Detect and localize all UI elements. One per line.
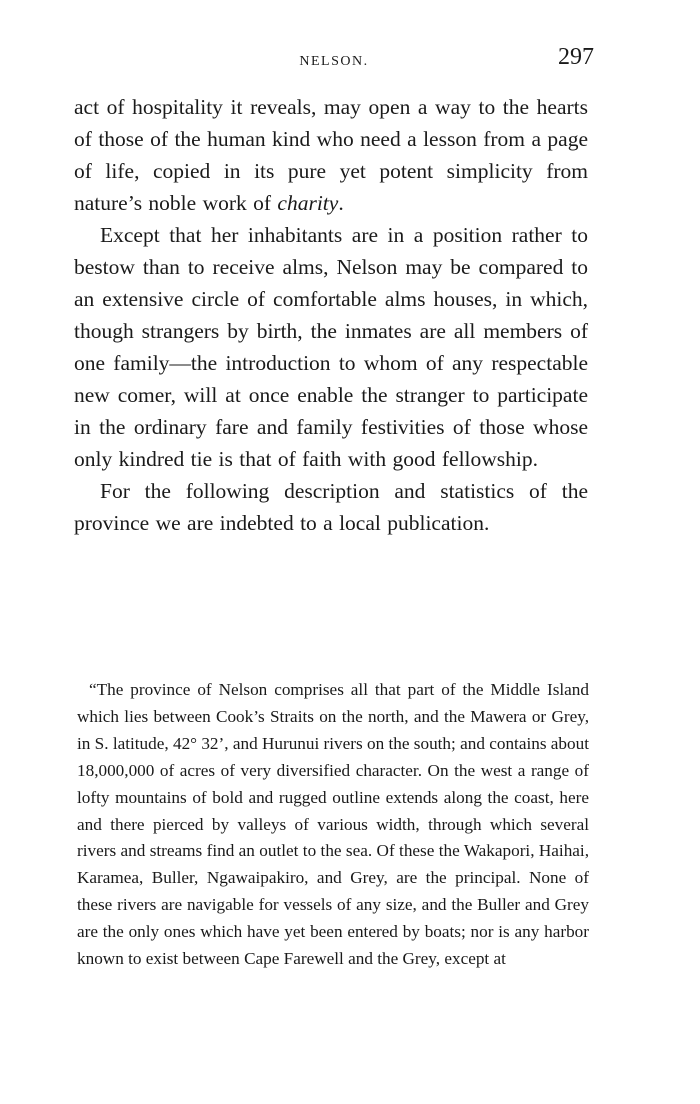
paragraph-1-text: act of hospitality it reveals, may open a way to the hearts of those of the human kind who need a lesson from a page of life, copied in its pure yet potent simplicity from nature’s noble work of	[74, 95, 588, 215]
page-number: 297	[558, 44, 594, 70]
paragraph-1	[74, 91, 588, 219]
paragraph-2: Except that her inhabitants are in a position rather to bestow than to receive alms, Nelson may be compared to an extensive circle of comfortable alms houses, in which, though strangers by birth, the inmates are all members of one family—the introduction to whom of any respectable new comer, will at once enable the stranger to participate in the ordinary fare and family festivities of those whose only kindred tie is that of faith with good fellowship.	[74, 223, 588, 471]
block-quote	[77, 677, 589, 973]
paragraph-3: For the following description and statistics of the province we are indebted to a local publication.	[74, 479, 588, 535]
emphasis-charity: charity	[277, 191, 339, 215]
paragraph-1-end: .	[338, 191, 344, 215]
running-head	[74, 44, 594, 74]
body-text	[74, 91, 588, 539]
running-title: NELSON.	[299, 54, 369, 69]
quote-text: “The province of Nelson comprises all that part of the Middle Island which lies between Cook’s Straits on the north, and the Mawera or Grey, in S. latitude, 42° 32’, and Hurunui rivers on the south; and contains about 18,000,000 of acres of very diversified character. On the west a range of lofty mountains of bold and rugged outline extends along the coast, here and there pierced by valleys of various width, through which several rivers and streams find an outlet to the sea. Of these the Wakapori, Haihai, Karamea, Buller, Ngawaipakiro, and Grey, are the principal. None of these rivers are navigable for vessels of any size, and the Buller and Grey are the only ones which have yet been entered by boats; nor is any harbor known to exist between Cape Farewell and the Grey, except at	[77, 680, 589, 969]
